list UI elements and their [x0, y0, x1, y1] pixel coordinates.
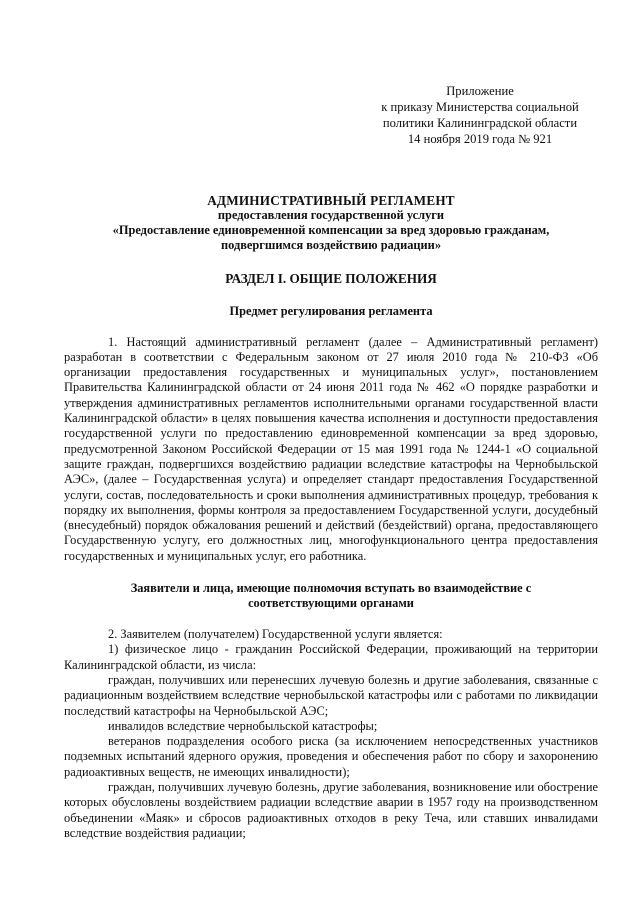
document-title: АДМИНИСТРАТИВНЫЙ РЕГЛАМЕНТ: [207, 193, 455, 208]
list-item-1b: инвалидов вследствие чернобыльской катастрофы;: [108, 718, 378, 733]
subsection-title-1: Предмет регулирования регламента: [229, 303, 433, 318]
appendix-line-2: к приказу Министерства социальной: [381, 100, 579, 114]
section-title: РАЗДЕЛ I. ОБЩИЕ ПОЛОЖЕНИЯ: [225, 271, 437, 287]
subsection-title-2: [64, 581, 598, 611]
list-item-1d: граждан, получивших лучевую болезнь, другие заболевания, возникновение или обострение которых обусловлены воздействием радиации вследствие аварии в 1957 году на производственном объединении «Маяк» и сбросов радиоактивных отходов в реку Теча, или ставших инвалидами вследствие воздействия радиации;: [64, 780, 598, 840]
paragraph-1: 1. Настоящий административный регламент (далее – Административный регламент) разработан в соответствии с Федеральным законом от 27 июля 2010 года № 210-ФЗ «Об организации предоставления государственных и муниципальных услуг», постановлением Правительства Калининградской области от 24 июня 2011 года № 462 «О порядке разработки и утверждения административных регламентов исполнительными органами государственной власти Калининградской области» в целях повышения качества исполнения и доступности предоставления государственной услуги по предоставлению единовременной компенсации за вред здоровью, предусмотренной Законом Российской Федерации от 15 мая 1991 года № 1244-1 «О социальной защите граждан, подвергшихся воздействию радиации вследствие катастрофы на Чернобыльской АЭС», (далее – Государственная услуга) и определяет стандарт предоставления Государственной услуги, состав, последовательность и сроки выполнения административных процедур, требования к порядку их выполнения, формы контроля за предоставлением Государственной услуги, досудебный (внесудебный) порядок обжалования решений и действий (бездействий) органа, предоставляющего Государственную услугу, его должностных лиц, многофункционального центра предоставления государственных и муниципальных услуг, его работника.: [64, 334, 598, 563]
list-item-1c: ветеранов подразделения особого риска (за исключением непосредственных участников подземных испытаний ядерного оружия, проведения и обеспечения работ по сбору и захоронению радиоактивных веществ, не имеющих инвалидности);: [64, 734, 598, 779]
appendix-line-3: политики Калининградской области: [382, 116, 578, 130]
document-header: [64, 193, 598, 253]
appendix-block: [360, 83, 600, 147]
list-item-1: 1) физическое лицо - гражданин Российской Федерации, проживающий на территории Калининградской области, из числа:: [64, 642, 598, 672]
appendix-line-4: 14 ноября 2019 года № 921: [407, 132, 553, 146]
document-subtitle-1: предоставления государственной услуги: [217, 208, 445, 223]
subsection-title-2-line-1: Заявители и лица, имеющие полномочия вступать во взаимодействие с: [130, 581, 532, 596]
list-item-1a: граждан, получивших или перенесших лучевую болезнь и другие заболевания, связанные с радиационным воздействием вследствие чернобыльской катастрофы или с работами по ликвидации последствий катастрофы на Чернобыльской АЭС;: [64, 672, 598, 718]
appendix-line-1: Приложение: [446, 84, 514, 98]
document-subtitle-2: «Предоставление единовременной компенсации за вред здоровью гражданам,: [112, 223, 550, 238]
subsection-title-2-line-2: соответствующими органами: [248, 596, 414, 611]
document-subtitle-3: подвергшимся воздействию радиации»: [220, 238, 442, 253]
paragraph-2: 2. Заявителем (получателем) Государственной услуги является:: [108, 627, 443, 642]
